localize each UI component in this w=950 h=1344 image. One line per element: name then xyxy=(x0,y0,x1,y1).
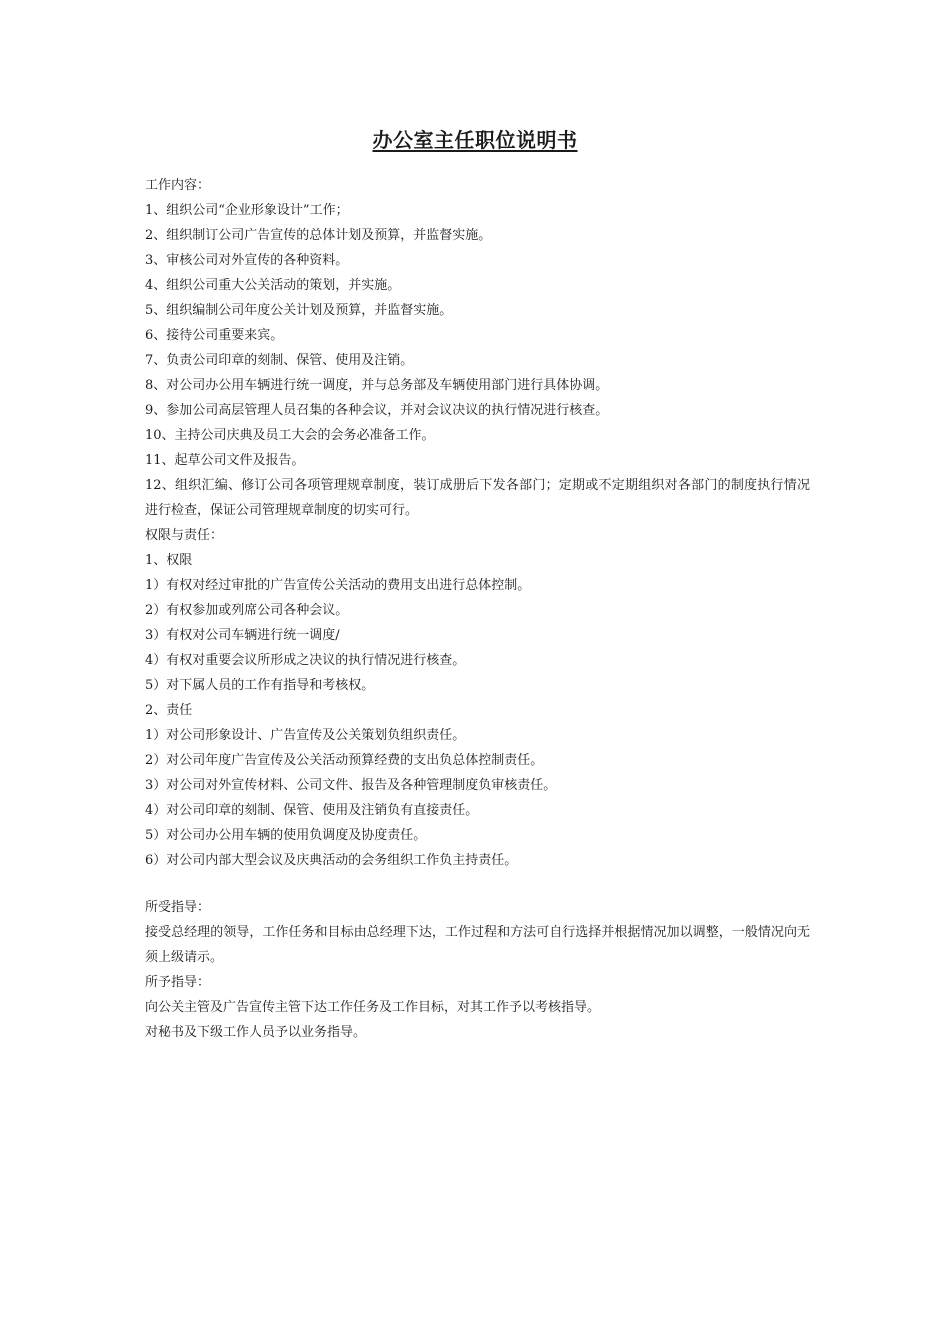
responsibility-item: 5）对公司办公用车辆的使用负调度及协度责任。 xyxy=(145,828,427,843)
responsibility-item: 1）对公司形象设计、广告宣传及公关策划负组织责任。 xyxy=(145,728,466,743)
section-heading-guidance-received: 所受指导： xyxy=(145,900,211,915)
duty-item: 2、组织制订公司广告宣传的总体计划及预算，并监督实施。 xyxy=(145,228,492,243)
guidance-received-text: 接受总经理的领导，工作任务和目标由总经理下达，工作过程和方法可自行选择并根据情况加以调整，一般情况向无须上级请示。 xyxy=(145,925,810,965)
authority-item: 5）对下属人员的工作有指导和考核权。 xyxy=(145,678,375,693)
duty-item: 6、接待公司重要来宾。 xyxy=(145,328,284,343)
document-body xyxy=(145,173,810,1045)
section-heading-duties: 工作内容： xyxy=(145,178,211,193)
duty-item: 8、对公司办公用车辆进行统一调度，并与总务部及车辆使用部门进行具体协调。 xyxy=(145,378,609,393)
authority-item: 2）有权参加或列席公司各种会议。 xyxy=(145,603,349,618)
guidance-given-item: 向公关主管及广告宣传主管下达工作任务及工作目标，对其工作予以考核指导。 xyxy=(145,1000,601,1015)
section-heading-authority-responsibility: 权限与责任： xyxy=(145,528,224,543)
duty-item: 10、主持公司庆典及员工大会的会务必准备工作。 xyxy=(145,428,435,443)
responsibility-item: 2）对公司年度广告宣传及公关活动预算经费的支出负总体控制责任。 xyxy=(145,753,544,768)
authority-item: 4）有权对重要会议所形成之决议的执行情况进行核查。 xyxy=(145,653,466,668)
duty-item: 11、起草公司文件及报告。 xyxy=(145,453,305,468)
duty-item: 7、负责公司印章的刻制、保管、使用及注销。 xyxy=(145,353,414,368)
subheading-authority: 1、权限 xyxy=(145,553,193,568)
section-spacer xyxy=(145,873,810,895)
responsibility-item: 6）对公司内部大型会议及庆典活动的会务组织工作负主持责任。 xyxy=(145,853,518,868)
page-title: 办公室主任职位说明书 xyxy=(372,128,578,152)
duty-item: 9、参加公司高层管理人员召集的各种会议，并对会议决议的执行情况进行核查。 xyxy=(145,403,609,418)
duty-item: 1、组织公司“企业形象设计”工作； xyxy=(145,203,349,218)
responsibility-item: 4）对公司印章的刻制、保管、使用及注销负有直接责任。 xyxy=(145,803,479,818)
guidance-given-item: 对秘书及下级工作人员予以业务指导。 xyxy=(145,1025,367,1040)
duty-item: 4、组织公司重大公关活动的策划，并实施。 xyxy=(145,278,401,293)
responsibility-item: 3）对公司对外宣传材料、公司文件、报告及各种管理制度负审核责任。 xyxy=(145,778,557,793)
authority-item: 1）有权对经过审批的广告宣传公关活动的费用支出进行总体控制。 xyxy=(145,578,531,593)
duty-item: 5、组织编制公司年度公关计划及预算，并监督实施。 xyxy=(145,303,453,318)
subheading-responsibility: 2、责任 xyxy=(145,703,193,718)
authority-item: 3）有权对公司车辆进行统一调度/ xyxy=(145,628,340,643)
duty-item: 3、审核公司对外宣传的各种资料。 xyxy=(145,253,349,268)
section-heading-guidance-given: 所予指导： xyxy=(145,975,211,990)
duty-item: 12、组织汇编、修订公司各项管理规章制度，装订成册后下发各部门；定期或不定期组织对各部门的制度执行情况进行检查，保证公司管理规章制度的切实可行。 xyxy=(145,478,810,518)
